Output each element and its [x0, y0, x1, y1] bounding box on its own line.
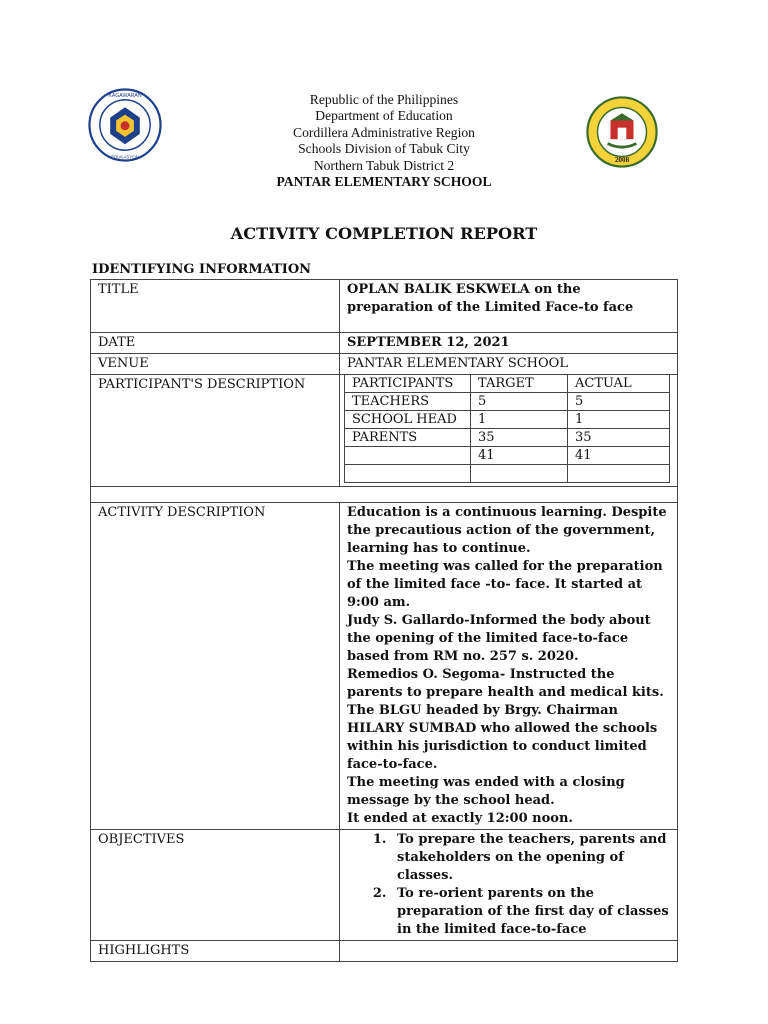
- column-header: TARGET: [471, 375, 568, 393]
- participants-row: [345, 465, 670, 483]
- participants-table: [344, 374, 670, 483]
- participants-cell: [340, 375, 678, 487]
- table-row: [91, 375, 678, 487]
- table-cell: TEACHERS: [345, 393, 471, 411]
- table-cell: 41: [568, 447, 670, 465]
- row-label: ACTIVITY DESCRIPTION: [91, 503, 340, 830]
- table-cell: PARENTS: [345, 429, 471, 447]
- pantar-school-seal-icon: [586, 96, 658, 168]
- activity-paragraph: It ended at exactly 12:00 noon.: [347, 811, 573, 826]
- row-label: OBJECTIVES: [91, 830, 340, 941]
- header-line: Schools Division of Tabuk City: [298, 141, 470, 157]
- spacer-cell: [91, 487, 678, 503]
- column-header: PARTICIPANTS: [345, 375, 471, 393]
- table-cell: 35: [568, 429, 670, 447]
- participants-row: [345, 393, 670, 411]
- table-row: [91, 333, 678, 354]
- svg-text:KAGAWARAN: KAGAWARAN: [108, 92, 142, 99]
- highlights-value: [340, 941, 678, 962]
- participants-header-row: [345, 375, 670, 393]
- activity-paragraph: The BLGU headed by Brgy. Chairman HILARY SUMBAD who allowed the schools within his jurisdiction to conduct limited face-to-face.: [347, 703, 658, 772]
- activity-description: [340, 503, 678, 830]
- header-line: Department of Education: [315, 108, 453, 124]
- activity-paragraph: Judy S. Gallardo-Informed the body about the opening of the limited face-to-face based from RM no. 257 s. 2020.: [347, 613, 651, 664]
- table-cell: [471, 465, 568, 483]
- row-label: TITLE: [91, 280, 340, 333]
- school-name: PANTAR ELEMENTARY SCHOOL: [276, 174, 492, 190]
- header-line: Republic of the Philippines: [309, 92, 459, 107]
- table-cell: [568, 465, 670, 483]
- participants-total-row: [345, 447, 670, 465]
- table-row: [91, 503, 678, 830]
- row-label: HIGHLIGHTS: [91, 941, 340, 962]
- objectives-cell: [340, 830, 678, 941]
- activity-paragraph: The meeting was ended with a closing message by the school head.: [347, 775, 625, 808]
- objective-item: 2. To re-orient parents on the preparation of the first day of classes in the limited face-to-face: [391, 885, 670, 939]
- date-value: SEPTEMBER 12, 2021: [340, 333, 678, 354]
- spacer-row: [91, 487, 678, 503]
- report-title: ACTIVITY COMPLETION REPORT: [230, 224, 538, 243]
- activity-paragraph: Education is a continuous learning. Despite the precautious action of the government, learning has to continue.: [347, 505, 667, 556]
- row-label: VENUE: [91, 354, 340, 375]
- table-cell: 1: [471, 411, 568, 429]
- participants-row: [345, 429, 670, 447]
- table-cell: 35: [471, 429, 568, 447]
- header-line: Northern Tabuk District 2: [313, 157, 455, 173]
- table-cell: [345, 447, 471, 465]
- document-header: [190, 92, 578, 190]
- deped-seal-icon: [88, 88, 162, 162]
- section-label: IDENTIFYING INFORMATION: [92, 262, 312, 277]
- table-cell: 1: [568, 411, 670, 429]
- activity-paragraph: Remedios O. Segoma- Instructed the parents to prepare health and medical kits.: [347, 667, 664, 700]
- svg-text:EDUKASYON: EDUKASYON: [111, 154, 139, 160]
- svg-text:2008: 2008: [614, 156, 630, 165]
- table-row: [91, 830, 678, 941]
- header-line: Cordillera Administrative Region: [293, 124, 475, 140]
- table-cell: 5: [471, 393, 568, 411]
- activity-paragraph: The meeting was called for the preparation of the limited face -to- face. It started at 9:00 am.: [347, 559, 663, 610]
- identifying-information-table: [90, 279, 678, 962]
- row-label: DATE: [91, 333, 340, 354]
- row-label: PARTICIPANT'S DESCRIPTION: [91, 375, 340, 487]
- table-cell: [345, 465, 471, 483]
- table-row: [91, 941, 678, 962]
- title-value: OPLAN BALIK ESKWELA on the preparation of the Limited Face-to face: [340, 280, 678, 333]
- table-row: [91, 354, 678, 375]
- table-row: [91, 280, 678, 333]
- objectives-list: [347, 831, 670, 939]
- column-header: ACTUAL: [568, 375, 670, 393]
- objective-item: 1. To prepare the teachers, parents and stakeholders on the opening of classes.: [391, 831, 670, 885]
- table-cell: 41: [471, 447, 568, 465]
- table-cell: 5: [568, 393, 670, 411]
- participants-row: [345, 411, 670, 429]
- venue-value: PANTAR ELEMENTARY SCHOOL: [340, 354, 678, 375]
- table-cell: SCHOOL HEAD: [345, 411, 471, 429]
